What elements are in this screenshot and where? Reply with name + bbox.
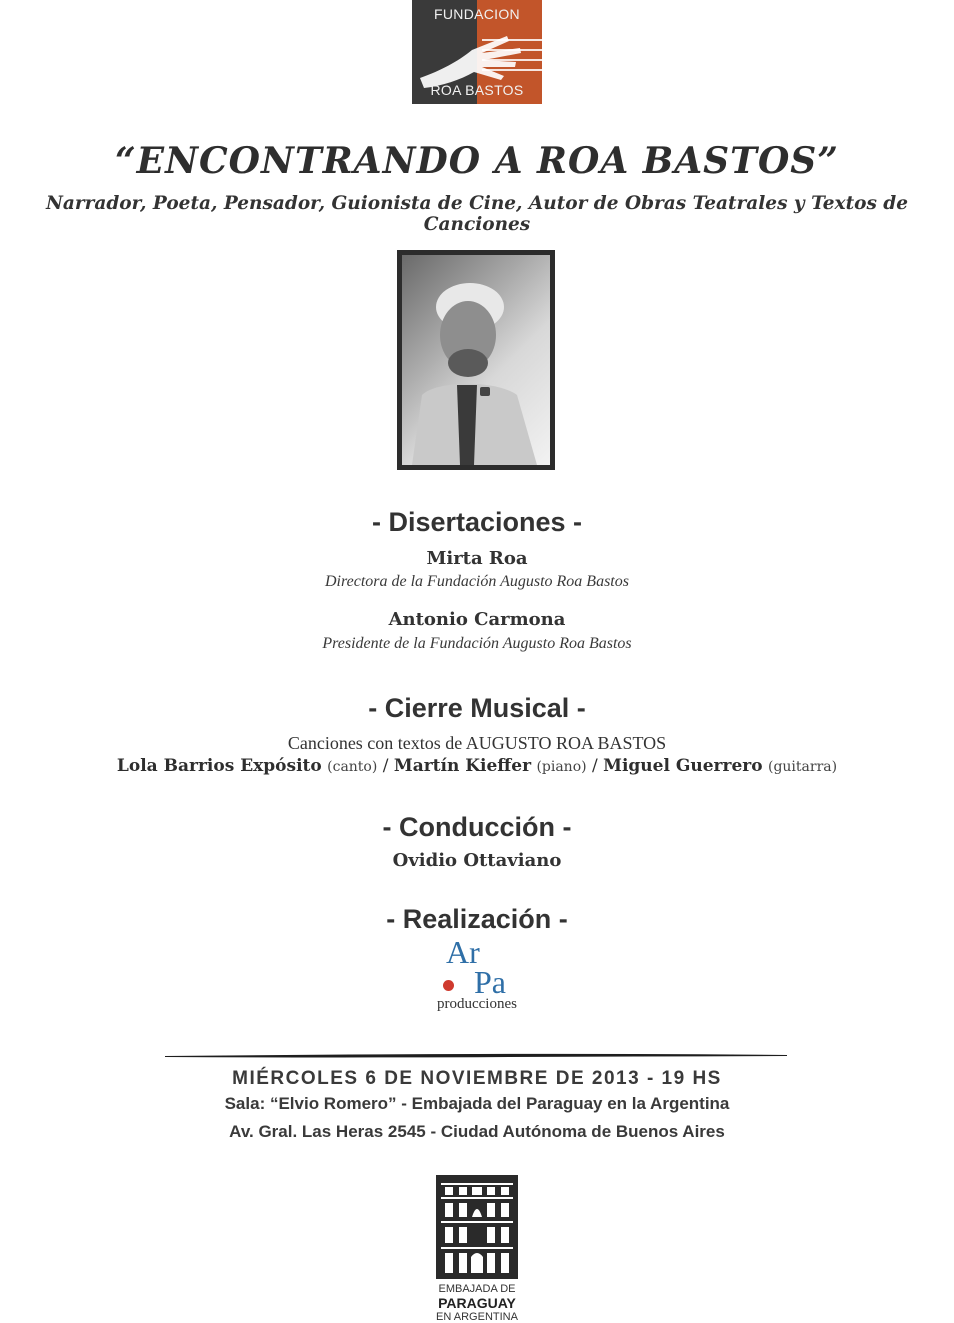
event-date: MIÉRCOLES 6 DE NOVIEMBRE DE 2013 - 19 HS bbox=[232, 1068, 722, 1089]
disertaciones-heading: - Disertaciones - bbox=[371, 507, 583, 537]
musician-separator: / bbox=[377, 756, 394, 776]
event-address: Av. Gral. Las Heras 2545 - Ciudad Autónoma de Buenos Aires bbox=[229, 1122, 725, 1141]
embassy-label-line1: EMBAJADA DE bbox=[438, 1283, 516, 1295]
musicians-line bbox=[0, 756, 954, 776]
speaker-role: Directora de la Fundación Augusto Roa Bastos bbox=[325, 573, 629, 590]
musician-name: Martín Kieffer bbox=[393, 756, 532, 776]
event-title: “ENCONTRANDO A ROA BASTOS” bbox=[114, 140, 840, 182]
musician-instrument: (canto) bbox=[327, 759, 378, 775]
musician-instrument: (guitarra) bbox=[767, 759, 838, 775]
cierre-description: Canciones con textos de AUGUSTO ROA BASTOS bbox=[287, 733, 667, 753]
embassy-building-icon bbox=[435, 1175, 519, 1280]
logo-line2: ROA BASTOS bbox=[430, 82, 524, 98]
embassy-label-line2: PARAGUAY bbox=[438, 1295, 516, 1311]
arpa-dot-icon bbox=[443, 980, 454, 991]
speaker-role: Presidente de la Fundación Augusto Roa Bastos bbox=[322, 635, 632, 652]
event-subtitle: Narrador, Poeta, Pensador, Guionista de Cine, Autor de Obras Teatrales y Textos de Canciones bbox=[45, 193, 909, 235]
logo-line1: FUNDACION bbox=[434, 6, 520, 22]
realizacion-heading: - Realización - bbox=[386, 904, 568, 934]
embassy-logo bbox=[435, 1175, 519, 1323]
arpa-logo-top: Ar bbox=[446, 934, 480, 970]
musician-name: Lola Barrios Expósito bbox=[116, 756, 322, 776]
musician-instrument: (piano) bbox=[536, 759, 587, 775]
divider-line bbox=[165, 1053, 787, 1058]
fundacion-logo bbox=[412, 0, 542, 104]
embassy-label1-wrap bbox=[435, 1283, 519, 1323]
conductor-name: Ovidio Ottaviano bbox=[392, 850, 562, 871]
musician-name: Miguel Guerrero bbox=[603, 756, 763, 776]
embassy-label-line3: EN ARGENTINA bbox=[436, 1311, 518, 1323]
event-venue: Sala: “Elvio Romero” - Embajada del Paraguay en la Argentina bbox=[224, 1094, 730, 1113]
speaker-name: Antonio Carmona bbox=[388, 609, 566, 630]
arpa-logo-bottom: Pa bbox=[474, 964, 506, 1000]
portrait-figure bbox=[402, 255, 550, 465]
conduccion-heading: - Conducción - bbox=[382, 812, 572, 842]
portrait-photo bbox=[397, 250, 555, 470]
cierre-musical-heading: - Cierre Musical - bbox=[368, 693, 586, 723]
speaker-name: Mirta Roa bbox=[426, 548, 528, 569]
arpa-logo bbox=[430, 934, 540, 1016]
musician-separator: / bbox=[586, 756, 604, 776]
arpa-logo-caption: producciones bbox=[437, 996, 517, 1012]
